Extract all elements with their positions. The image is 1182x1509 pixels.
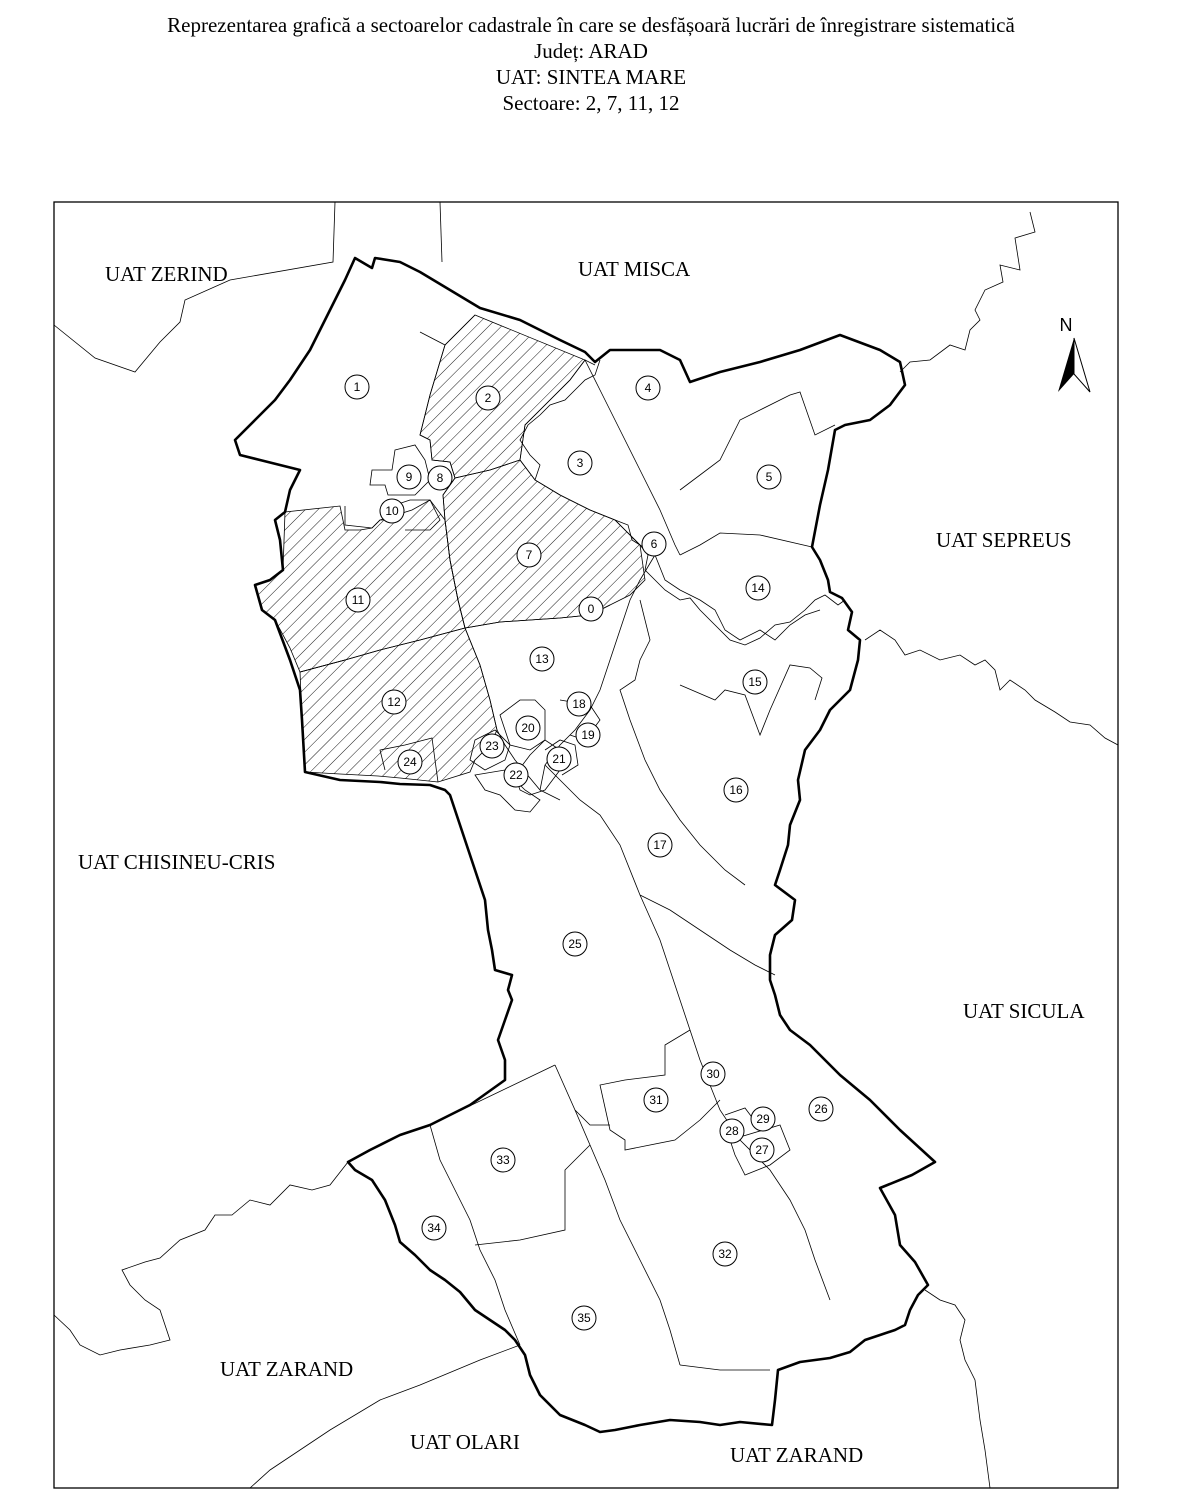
north-label: N — [1059, 315, 1073, 335]
sector-label-27: 27 — [755, 1143, 769, 1157]
sector-marker-3 — [568, 451, 592, 475]
sector-marker-25 — [563, 932, 587, 956]
sector-label-14: 14 — [751, 581, 765, 595]
sector-label-2: 2 — [484, 391, 492, 405]
sector-label-7: 7 — [525, 548, 533, 562]
sector-marker-0 — [579, 597, 603, 621]
sector-marker-17 — [648, 833, 672, 857]
sector-label-16: 16 — [729, 783, 743, 797]
sector-label-3: 3 — [576, 456, 584, 470]
sector-marker-34 — [422, 1216, 446, 1240]
sector-label-33: 33 — [496, 1153, 510, 1167]
sector-marker-15 — [743, 670, 767, 694]
label-uat-sicula: UAT SICULA — [963, 999, 1085, 1023]
title-line-2: Județ: ARAD — [534, 39, 648, 63]
sector-label-6: 6 — [650, 537, 658, 551]
label-uat-misca: UAT MISCA — [578, 257, 691, 281]
sector-marker-5 — [757, 465, 781, 489]
sector-marker-32 — [713, 1242, 737, 1266]
neighbour-boundaries — [54, 202, 1118, 1488]
sector-label-5: 5 — [765, 470, 773, 484]
sector-label-4: 4 — [644, 381, 652, 395]
neighbour-labels — [78, 257, 1085, 1467]
sector-label-15: 15 — [748, 675, 762, 689]
sector-label-32: 32 — [718, 1247, 732, 1261]
sector-marker-22 — [504, 763, 528, 787]
sector-marker-26 — [809, 1097, 833, 1121]
title-line-4: Sectoare: 2, 7, 11, 12 — [502, 91, 680, 115]
title-line-1: Reprezentarea grafică a sectoarelor cadastrale în care se desfășoară lucrări de înregistrare sistematică — [167, 13, 1015, 37]
sector-label-12: 12 — [387, 695, 401, 709]
sector-label-8: 8 — [436, 471, 444, 485]
title-line-3: UAT: SINTEA MARE — [495, 65, 687, 89]
sector-marker-11 — [346, 588, 370, 612]
sector-marker-21 — [547, 747, 571, 771]
sector-label-13: 13 — [535, 652, 549, 666]
sector-marker-6 — [642, 532, 666, 556]
north-arrow-right-half — [1074, 338, 1090, 392]
sector-marker-7 — [517, 543, 541, 567]
sector-label-19: 19 — [581, 728, 595, 742]
sector-label-28: 28 — [725, 1124, 739, 1138]
sector-marker-8 — [428, 466, 452, 490]
sector-label-26: 26 — [814, 1102, 828, 1116]
sector-marker-29 — [751, 1107, 775, 1131]
sector-marker-30 — [701, 1062, 725, 1086]
north-arrow — [1058, 315, 1090, 392]
sector-label-24: 24 — [403, 755, 417, 769]
sector-label-18: 18 — [572, 697, 586, 711]
sector-marker-10 — [380, 499, 404, 523]
sector-label-11: 11 — [351, 593, 365, 607]
sector-label-29: 29 — [756, 1112, 770, 1126]
label-uat-zarand-west: UAT ZARAND — [220, 1357, 354, 1381]
sector-label-20: 20 — [521, 721, 535, 735]
sector-label-34: 34 — [427, 1221, 441, 1235]
sector-label-0: 0 — [587, 602, 595, 616]
sector-label-35: 35 — [577, 1311, 591, 1325]
sector-marker-23 — [480, 734, 504, 758]
sector-label-10: 10 — [385, 504, 399, 518]
label-uat-zerind: UAT ZERIND — [105, 262, 228, 286]
sector-marker-2 — [476, 386, 500, 410]
sector-marker-16 — [724, 778, 748, 802]
sector-label-31: 31 — [649, 1093, 663, 1107]
sector-label-1: 1 — [353, 380, 361, 394]
sector-label-9: 9 — [405, 470, 413, 484]
sector-label-23: 23 — [485, 739, 499, 753]
sector-label-21: 21 — [552, 752, 566, 766]
sector-label-17: 17 — [653, 838, 667, 852]
sector-label-25: 25 — [568, 937, 582, 951]
sector-marker-12 — [382, 690, 406, 714]
north-arrow-left-half — [1058, 338, 1074, 392]
sector-label-30: 30 — [706, 1067, 720, 1081]
sector-marker-24 — [398, 750, 422, 774]
label-uat-chisineu-cris: UAT CHISINEU-CRIS — [78, 850, 276, 874]
sector-marker-28 — [720, 1119, 744, 1143]
sector-marker-31 — [644, 1088, 668, 1112]
sector-marker-18 — [567, 692, 591, 716]
sector-marker-19 — [576, 723, 600, 747]
label-uat-sepreus: UAT SEPREUS — [936, 528, 1072, 552]
sector-marker-4 — [636, 376, 660, 400]
label-uat-zarand-south: UAT ZARAND — [730, 1443, 864, 1467]
sector-boundaries — [300, 315, 835, 1370]
sector-marker-27 — [750, 1138, 774, 1162]
sector-marker-1 — [345, 375, 369, 399]
map-frame — [54, 202, 1118, 1488]
sector-label-22: 22 — [509, 768, 523, 782]
uat-boundary — [235, 258, 935, 1432]
sector-marker-35 — [572, 1306, 596, 1330]
sector-marker-14 — [746, 576, 770, 600]
label-uat-olari: UAT OLARI — [410, 1430, 520, 1454]
sector-marker-33 — [491, 1148, 515, 1172]
sector-marker-20 — [516, 716, 540, 740]
sector-marker-13 — [530, 647, 554, 671]
sector-marker-9 — [397, 465, 421, 489]
